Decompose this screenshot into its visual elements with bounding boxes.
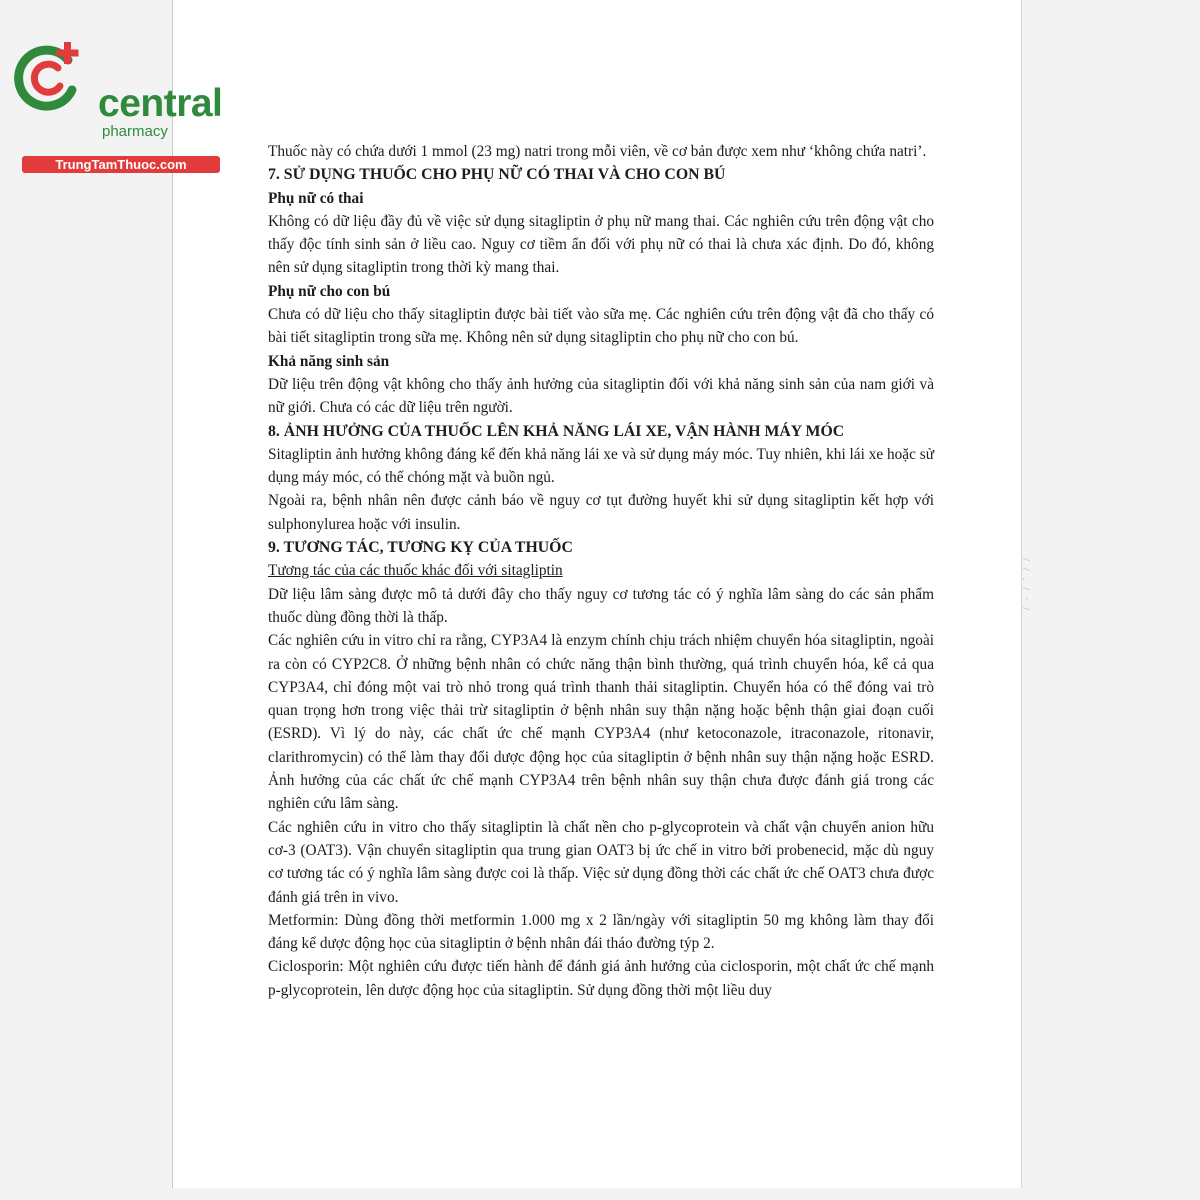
hypoglycemia-warning-paragraph: Ngoài ra, bệnh nhân nên được cảnh báo về nguy cơ tụt đường huyết khi sử dụng sitagliptin kết hợp với sulphonylurea hoặc với insulin. — [268, 492, 934, 533]
brand-url-badge[interactable]: TrungTamThuoc.com — [22, 156, 220, 173]
document-body — [268, 140, 934, 1002]
pregnant-paragraph: Không có dữ liệu đầy đủ về việc sử dụng sitagliptin ở phụ nữ mang thai. Các nghiên cứu trên động vật cho thấy độc tính sinh sản ở liều cao. Nguy cơ tiềm ẩn đối với phụ nữ có thai là chưa xác định. Do đó, không nên sử dụng sitagliptin trong thời kỳ mang thai. — [268, 212, 934, 277]
oat3-paragraph: Các nghiên cứu in vitro cho thấy sitagliptin là chất nền cho p-glycoprotein và chất vận chuyển anion hữu cơ-3 (OAT3). Vận chuyển sitagliptin qua trung gian OAT3 bị ức chế in vitro bởi probenecid, mặc dù nguy cơ tương tác có ý nghĩa lâm sàng được coi là thấp. Việc sử dụng đồng thời các chất ức chế OAT3 chưa được đánh giá trên in vivo. — [268, 818, 934, 906]
interactions-subheading: Tương tác của các thuốc khác đối với sitagliptin — [268, 562, 563, 580]
sodium-note: Thuốc này có chứa dưới 1 mmol (23 mg) natri trong mỗi viên, về cơ bản được xem như ‘không chứa natri’. — [268, 143, 927, 160]
central-pharmacy-logo[interactable] — [10, 38, 223, 172]
breastfeeding-subheading: Phụ nữ cho con bú — [268, 282, 391, 300]
interactions-intro-paragraph: Dữ liệu lâm sàng được mô tả dưới đây cho thấy nguy cơ tương tác có ý nghĩa lâm sàng do các sản phẩm thuốc dùng đồng thời là thấp. — [268, 585, 934, 626]
breastfeeding-paragraph: Chưa có dữ liệu cho thấy sitagliptin được bài tiết vào sữa mẹ. Các nghiên cứu trên động vật đã cho thấy có bài tiết sitagliptin trong sữa mẹ. Không nên sử dụng sitagliptin cho phụ nữ cho con bú. — [268, 306, 934, 347]
cyp3a4-paragraph: Các nghiên cứu in vitro chỉ ra rằng, CYP3A4 là enzym chính chịu trách nhiệm chuyển hóa sitagliptin, ngoài ra còn có CYP2C8. Ở những bệnh nhân có chức năng thận bình thường, quá trình chuyển hóa, kể cả qua CYP3A4, chỉ đóng một vai trò nhỏ trong quá trình thanh thải sitagliptin. Chuyển hóa có thể đóng vai trò quan trọng hơn trong việc thải trừ sitagliptin ở bệnh nhân suy thận nặng hoặc bệnh thận giai đoạn cuối (ESRD). Vì lý do này, các chất ức chế mạnh CYP3A4 (như ketoconazole, itraconazole, ritonavir, clarithromycin) có thể làm thay đổi dược động học của sitagliptin ở bệnh nhân suy thận nặng hoặc ESRD. Ảnh hưởng của các chất ức chế mạnh CYP3A4 trên bệnh nhân suy thận chưa được đánh giá trong các nghiên cứu lâm sàng. — [268, 632, 934, 813]
fertility-paragraph: Dữ liệu trên động vật không cho thấy ảnh hưởng của sitagliptin đối với khả năng sinh sản của nam giới và nữ giới. Chưa có các dữ liệu trên người. — [268, 375, 934, 417]
red-stamp-mark: / / . / · / — [1020, 558, 1032, 613]
pregnant-subheading: Phụ nữ có thai — [268, 189, 364, 207]
section-7-heading: 7. SỬ DỤNG THUỐC CHO PHỤ NỮ CÓ THAI VÀ CHO CON BÚ — [268, 166, 726, 184]
ciclosporin-paragraph: Ciclosporin: Một nghiên cứu được tiến hành để đánh giá ảnh hưởng của ciclosporin, một chất ức chế mạnh p-glycoprotein, lên dược động học của sitagliptin. Sử dụng đồng thời một liều duy — [268, 958, 934, 999]
pharmacy-cross-logo-icon — [10, 38, 90, 118]
section-9-heading: 9. TƯƠNG TÁC, TƯƠNG KỴ CỦA THUỐC — [268, 539, 573, 557]
brand-subtitle: pharmacy — [102, 123, 168, 140]
driving-paragraph: Sitagliptin ảnh hưởng không đáng kể đến khả năng lái xe và sử dụng máy móc. Tuy nhiên, khi lái xe hoặc sử dụng máy móc, có thể chóng mặt và buồn ngủ. — [268, 445, 934, 487]
metformin-paragraph: Metformin: Dùng đồng thời metformin 1.000 mg x 2 lần/ngày với sitagliptin 50 mg không làm thay đổi đáng kể dược động học của sitagliptin ở bệnh nhân đái tháo đường týp 2. — [268, 911, 934, 953]
section-8-heading: 8. ẢNH HƯỞNG CỦA THUỐC LÊN KHẢ NĂNG LÁI XE, VẬN HÀNH MÁY MÓC — [268, 422, 845, 440]
fertility-subheading: Khả năng sinh sản — [268, 352, 390, 370]
brand-name: central — [98, 82, 223, 125]
